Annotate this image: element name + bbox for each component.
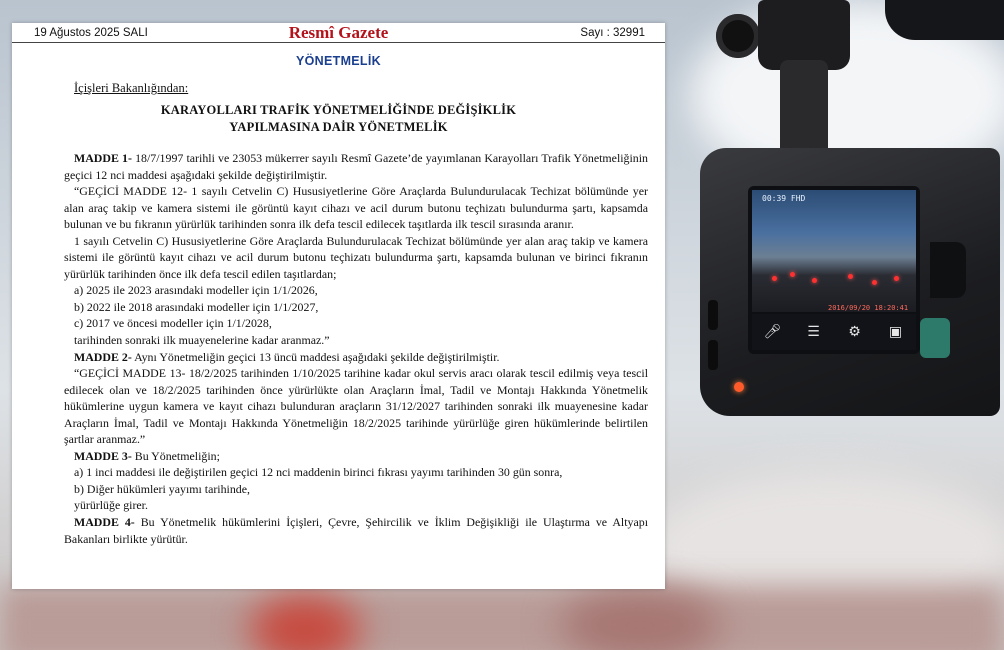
article-1-text: 18/7/1997 tarihli ve 23053 mükerrer sayılı Resmî Gazete’de yayımlanan Karayolları Trafik Yönetmeliğinin geçici 12 nci maddesi aşağıdaki şekilde değiştirilmiştir.	[64, 151, 649, 182]
header-date: 19 Ağustos 2025 SALI	[34, 27, 148, 39]
camera-screen-time: 00:39 FHD	[762, 194, 806, 203]
article-1-end: tarihinden sonraki ilk muayenelerine kadar aranmaz.”	[74, 333, 330, 348]
gear-icon: ⚙	[848, 324, 861, 340]
article-3-text: Bu Yönetmeliğin;	[131, 448, 220, 463]
camera-button-1	[708, 300, 718, 330]
article-1-item-b: b) 2022 ile 2018 arasındaki modeller için 1/1/2027,	[74, 299, 319, 314]
microphone-icon: 🎤︎	[763, 324, 782, 340]
article-3-item-b: b) Diğer hükümleri yayımı tarihinde,	[74, 481, 251, 496]
article-2-quote: “GEÇİCİ MADDE 13- 18/2/2025 tarihinden 1/10/2025 tarihine kadar okul servis aracı olarak tescil edilmiş veya tescil edilecek olan ve 18/2/2025 tarihinden önce yürürlükte olan Araçların İmal, Tadil ve Montajı Hakkında Yönetmelik hükümlerine uygun kamera ve kayıt cihazı bulunduran araçların 31/12/2027 tarihinden sonraki ilk muayenesine kadar Araçların İmal, Tadil ve Montajı Hakkında Yönetmeliğin 18/2/2025 tarihinde yürürlüğe giren hükümlerinde belirtilen şartlar aranmaz.”	[64, 366, 648, 447]
recording-led	[734, 382, 744, 392]
camera-side-port	[930, 242, 966, 298]
gazette-header	[12, 23, 665, 43]
regulation-body	[64, 150, 648, 547]
camera-screen	[748, 186, 920, 354]
article-2	[64, 349, 648, 366]
article-1-paragraph-2: 1 sayılı Cetvelin C) Hususiyetlerine Göre Araçlarda Bulundurulacak Techizat bölümünde yer alan araç takip ve kamera sistemi ile görüntü kayıt cihazı ve acil durum butonu teçhizatı bulundurma şartı, kapsamda bulunan ve birinci fıkranın yürürlük tarihinden önce ilk defa tescil edilen taşıtlardan;	[64, 233, 648, 281]
windshield-mount-edge	[885, 0, 1004, 40]
gazette-page	[12, 23, 665, 589]
article-3	[64, 448, 648, 465]
mount-knob	[716, 14, 760, 58]
article-4	[64, 514, 648, 547]
article-4-text: Bu Yönetmelik hükümlerini İçişleri, Çevre, Şehircilik ve İklim Değişikliği ile Ulaştırma ve Altyapı Bakanları birlikte yürütür.	[64, 515, 649, 546]
article-3-item-a: a) 1 inci maddesi ile değiştirilen geçici 12 nci maddenin birinci fıkrası yayımı tarihinden 30 gün sonra,	[74, 465, 563, 480]
camera-screen-date: 2016/09/20 18:20:41	[828, 304, 909, 312]
camera-screen-view	[752, 190, 916, 312]
article-1-item-a: a) 2025 ile 2023 arasındaki modeller için 1/1/2026,	[74, 283, 318, 298]
regulation-title-line-1: KARAYOLLARI TRAFİK YÖNETMELİĞİNDE DEĞİŞİKLİK	[160, 103, 517, 117]
issue-number: Sayı : 32991	[580, 27, 645, 39]
article-3-label: MADDE 3-	[74, 448, 132, 463]
article-2-label: MADDE 2-	[74, 349, 132, 364]
menu-icon: ☰	[807, 324, 820, 340]
camera-button-2	[708, 340, 718, 370]
article-1	[64, 150, 648, 183]
camera-side-button	[920, 318, 950, 358]
section-title: YÖNETMELİK	[296, 54, 381, 68]
article-1-label: MADDE 1-	[74, 151, 132, 165]
ministry-name: İçişleri Bakanlığından:	[74, 81, 189, 95]
background-ground-blur	[0, 585, 1004, 650]
regulation-title-line-2: YAPILMASINA DAİR YÖNETMELİK	[229, 119, 448, 134]
article-3-end: yürürlüğe girer.	[74, 498, 148, 513]
article-2-text: Aynı Yönetmeliğin geçici 13 üncü maddesi aşağıdaki şekilde değiştirilmiştir.	[131, 349, 500, 364]
article-1-item-c: c) 2017 ve öncesi modeller için 1/1/2028,	[74, 316, 272, 331]
camera-icon: ▣	[888, 324, 903, 340]
article-4-label: MADDE 4-	[74, 515, 135, 530]
gazette-title: Resmî Gazete	[288, 23, 389, 42]
regulation-title	[12, 102, 665, 135]
article-1-quote: “GEÇİCİ MADDE 12- 1 sayılı Cetvelin C) Hususiyetlerine Göre Araçlarda Bulundurulacak Techizat bölümünde yer alan araç takip ve kamera sistemi ile görüntü kayıt cihazı ve acil durum butonu teçhizatı bulundurma şartı, kapsamda bulunan ve bu fıkranın yürürlük tarihinden sonra ilk defa tescil edilecek taşıtlarda ilk tescil sırasında aranır.	[64, 184, 648, 232]
camera-screen-toolbar	[752, 314, 916, 350]
